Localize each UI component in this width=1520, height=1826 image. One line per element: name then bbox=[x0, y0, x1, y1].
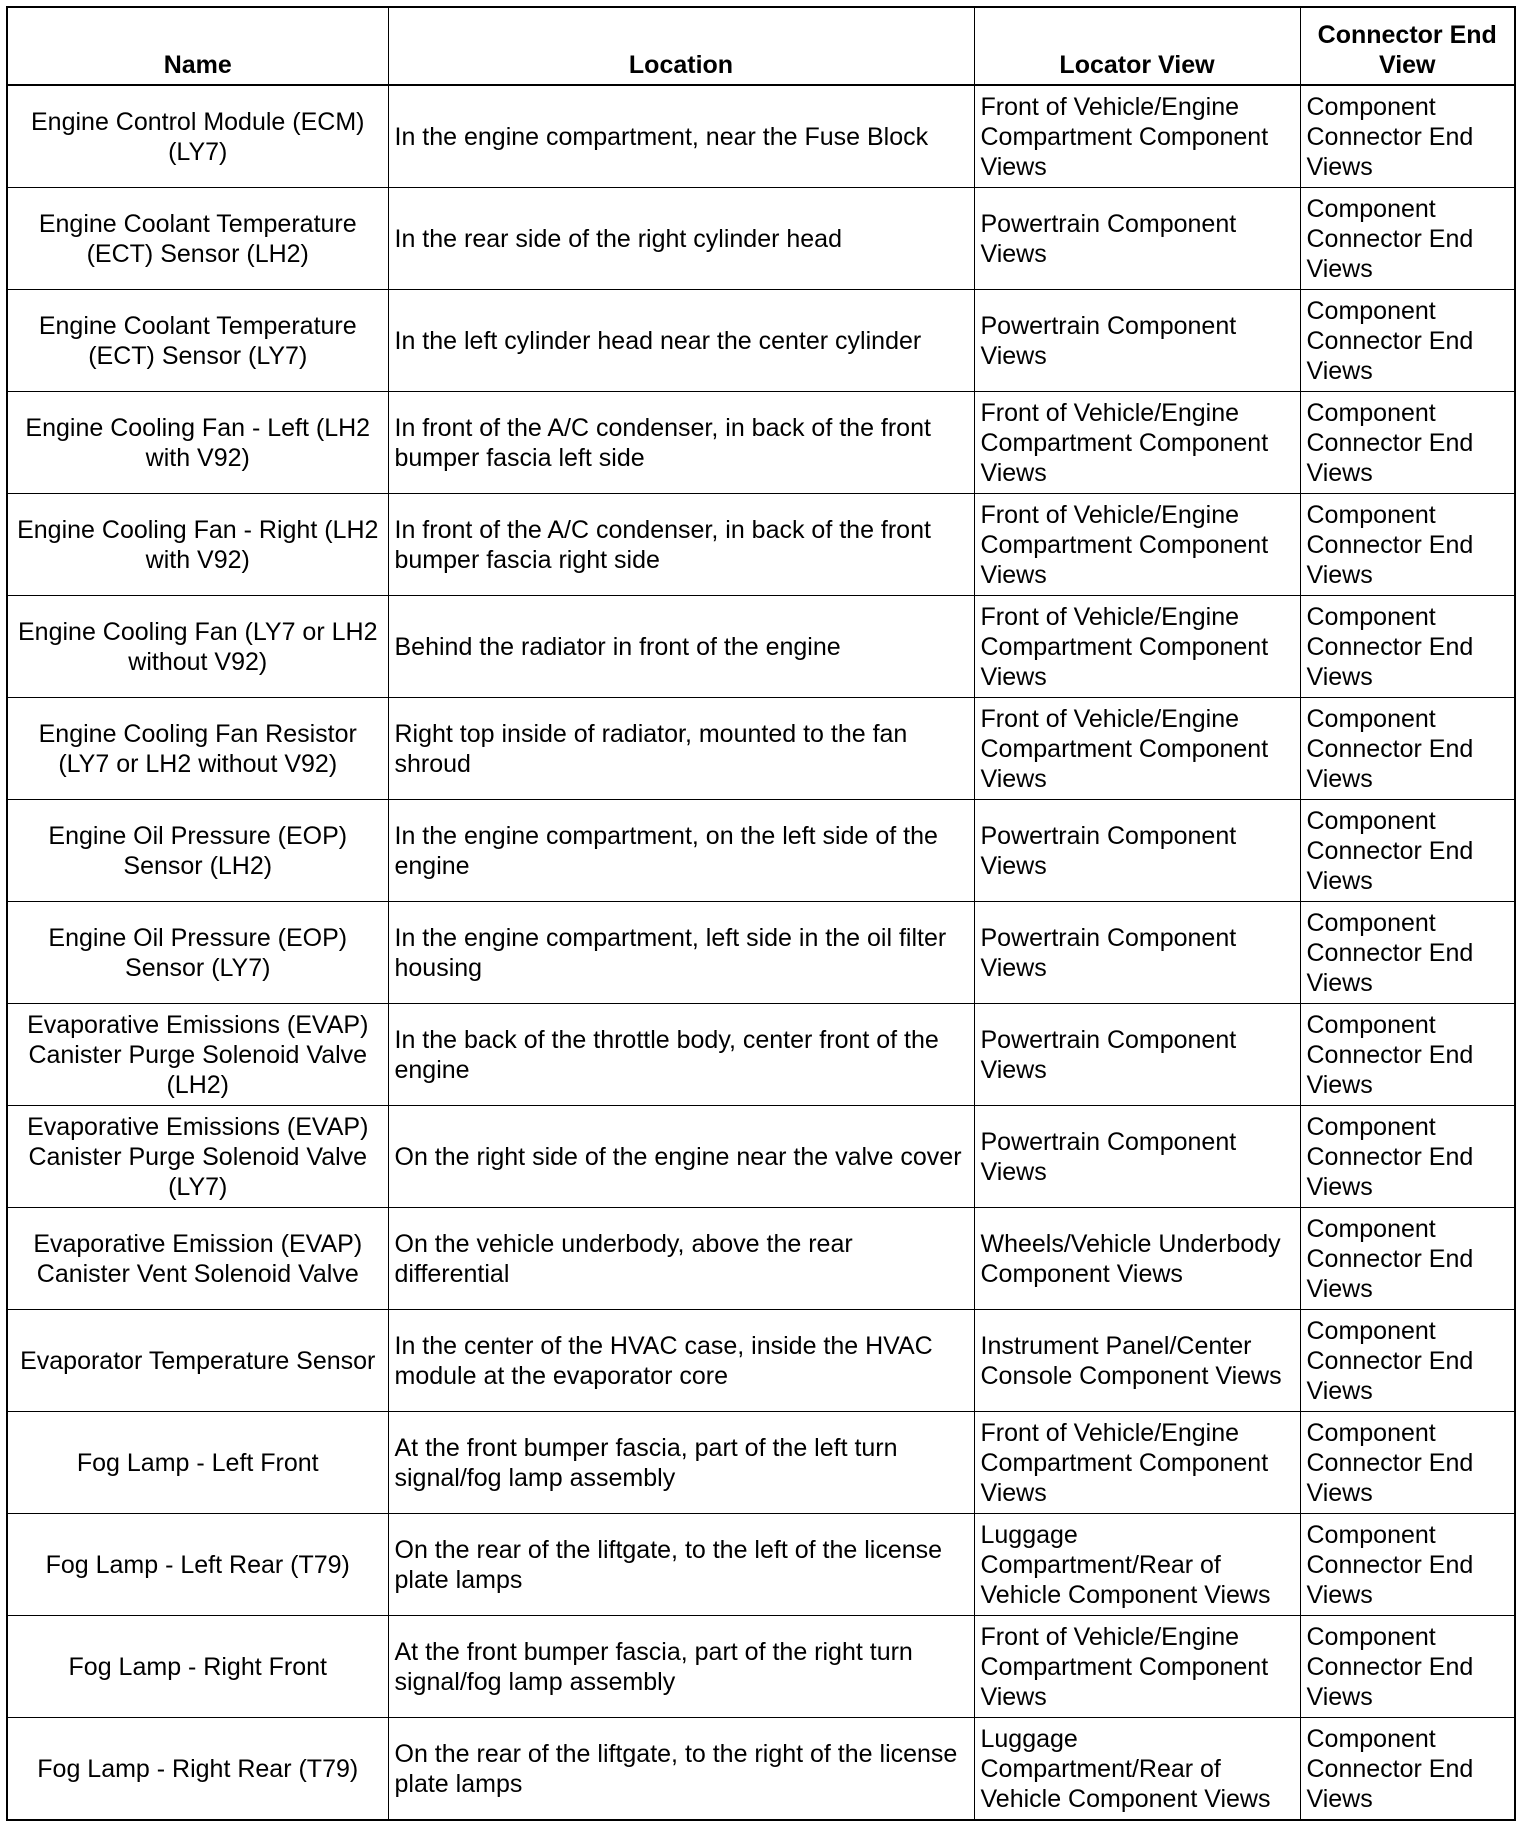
table-body bbox=[7, 85, 1515, 1820]
cell-connector-end-view: Component Connector End Views bbox=[1300, 1310, 1515, 1412]
cell-connector-end-view: Component Connector End Views bbox=[1300, 290, 1515, 392]
cell-location: In the engine compartment, near the Fuse Block bbox=[388, 85, 974, 188]
table-row bbox=[7, 1616, 1515, 1718]
cell-connector-end-view: Component Connector End Views bbox=[1300, 596, 1515, 698]
cell-location: At the front bumper fascia, part of the left turn signal/fog lamp assembly bbox=[388, 1412, 974, 1514]
cell-name: Fog Lamp - Left Rear (T79) bbox=[7, 1514, 388, 1616]
cell-connector-end-view: Component Connector End Views bbox=[1300, 1208, 1515, 1310]
cell-locator-view: Powertrain Component Views bbox=[974, 902, 1300, 1004]
table-row bbox=[7, 1106, 1515, 1208]
cell-name: Evaporative Emission (EVAP) Canister Vent Solenoid Valve bbox=[7, 1208, 388, 1310]
header-name: Name bbox=[7, 7, 388, 85]
cell-name: Engine Oil Pressure (EOP) Sensor (LH2) bbox=[7, 800, 388, 902]
table-header bbox=[7, 7, 1515, 85]
cell-location: Right top inside of radiator, mounted to the fan shroud bbox=[388, 698, 974, 800]
table-row bbox=[7, 1208, 1515, 1310]
cell-name: Engine Cooling Fan Resistor (LY7 or LH2 without V92) bbox=[7, 698, 388, 800]
cell-location: On the vehicle underbody, above the rear differential bbox=[388, 1208, 974, 1310]
cell-location: In front of the A/C condenser, in back of the front bumper fascia left side bbox=[388, 392, 974, 494]
cell-name: Engine Cooling Fan - Left (LH2 with V92) bbox=[7, 392, 388, 494]
cell-connector-end-view: Component Connector End Views bbox=[1300, 1514, 1515, 1616]
cell-locator-view: Front of Vehicle/Engine Compartment Component Views bbox=[974, 1616, 1300, 1718]
cell-location: In the left cylinder head near the center cylinder bbox=[388, 290, 974, 392]
cell-locator-view: Front of Vehicle/Engine Compartment Component Views bbox=[974, 698, 1300, 800]
cell-locator-view: Front of Vehicle/Engine Compartment Component Views bbox=[974, 494, 1300, 596]
cell-locator-view: Luggage Compartment/Rear of Vehicle Component Views bbox=[974, 1514, 1300, 1616]
cell-connector-end-view: Component Connector End Views bbox=[1300, 1718, 1515, 1821]
cell-connector-end-view: Component Connector End Views bbox=[1300, 902, 1515, 1004]
cell-locator-view: Front of Vehicle/Engine Compartment Component Views bbox=[974, 392, 1300, 494]
cell-connector-end-view: Component Connector End Views bbox=[1300, 1616, 1515, 1718]
table-row bbox=[7, 392, 1515, 494]
cell-connector-end-view: Component Connector End Views bbox=[1300, 800, 1515, 902]
table-row bbox=[7, 1004, 1515, 1106]
cell-location: On the rear of the liftgate, to the right of the license plate lamps bbox=[388, 1718, 974, 1821]
table-row bbox=[7, 494, 1515, 596]
header-row bbox=[7, 7, 1515, 85]
cell-location: In the engine compartment, left side in the oil filter housing bbox=[388, 902, 974, 1004]
cell-location: In the center of the HVAC case, inside the HVAC module at the evaporator core bbox=[388, 1310, 974, 1412]
table-row bbox=[7, 1718, 1515, 1821]
table-row bbox=[7, 85, 1515, 188]
cell-connector-end-view: Component Connector End Views bbox=[1300, 1412, 1515, 1514]
table-row bbox=[7, 1412, 1515, 1514]
table-row bbox=[7, 800, 1515, 902]
header-connector-end-view: Connector End View bbox=[1300, 7, 1515, 85]
cell-name: Evaporator Temperature Sensor bbox=[7, 1310, 388, 1412]
cell-location: In front of the A/C condenser, in back of the front bumper fascia right side bbox=[388, 494, 974, 596]
cell-connector-end-view: Component Connector End Views bbox=[1300, 85, 1515, 188]
table-row bbox=[7, 1310, 1515, 1412]
cell-name: Evaporative Emissions (EVAP) Canister Purge Solenoid Valve (LY7) bbox=[7, 1106, 388, 1208]
header-locator-view: Locator View bbox=[974, 7, 1300, 85]
table-row bbox=[7, 698, 1515, 800]
cell-name: Engine Cooling Fan - Right (LH2 with V92) bbox=[7, 494, 388, 596]
table-row bbox=[7, 1514, 1515, 1616]
cell-connector-end-view: Component Connector End Views bbox=[1300, 188, 1515, 290]
cell-location: In the rear side of the right cylinder head bbox=[388, 188, 974, 290]
cell-connector-end-view: Component Connector End Views bbox=[1300, 1106, 1515, 1208]
cell-name: Engine Control Module (ECM) (LY7) bbox=[7, 85, 388, 188]
cell-locator-view: Powertrain Component Views bbox=[974, 1106, 1300, 1208]
cell-connector-end-view: Component Connector End Views bbox=[1300, 494, 1515, 596]
cell-location: In the back of the throttle body, center front of the engine bbox=[388, 1004, 974, 1106]
cell-location: In the engine compartment, on the left side of the engine bbox=[388, 800, 974, 902]
cell-locator-view: Powertrain Component Views bbox=[974, 188, 1300, 290]
cell-locator-view: Wheels/Vehicle Underbody Component Views bbox=[974, 1208, 1300, 1310]
cell-locator-view: Front of Vehicle/Engine Compartment Component Views bbox=[974, 85, 1300, 188]
cell-locator-view: Instrument Panel/Center Console Component Views bbox=[974, 1310, 1300, 1412]
cell-locator-view: Front of Vehicle/Engine Compartment Component Views bbox=[974, 1412, 1300, 1514]
table-row bbox=[7, 902, 1515, 1004]
cell-location: At the front bumper fascia, part of the right turn signal/fog lamp assembly bbox=[388, 1616, 974, 1718]
cell-location: On the rear of the liftgate, to the left of the license plate lamps bbox=[388, 1514, 974, 1616]
cell-name: Engine Coolant Temperature (ECT) Sensor (LH2) bbox=[7, 188, 388, 290]
cell-name: Engine Cooling Fan (LY7 or LH2 without V92) bbox=[7, 596, 388, 698]
cell-locator-view: Powertrain Component Views bbox=[974, 1004, 1300, 1106]
cell-name: Evaporative Emissions (EVAP) Canister Purge Solenoid Valve (LH2) bbox=[7, 1004, 388, 1106]
cell-locator-view: Powertrain Component Views bbox=[974, 800, 1300, 902]
cell-location: Behind the radiator in front of the engine bbox=[388, 596, 974, 698]
cell-locator-view: Front of Vehicle/Engine Compartment Component Views bbox=[974, 596, 1300, 698]
cell-name: Fog Lamp - Right Front bbox=[7, 1616, 388, 1718]
table-row bbox=[7, 596, 1515, 698]
cell-locator-view: Powertrain Component Views bbox=[974, 290, 1300, 392]
cell-connector-end-view: Component Connector End Views bbox=[1300, 698, 1515, 800]
cell-name: Engine Coolant Temperature (ECT) Sensor (LY7) bbox=[7, 290, 388, 392]
cell-name: Fog Lamp - Left Front bbox=[7, 1412, 388, 1514]
cell-locator-view: Luggage Compartment/Rear of Vehicle Component Views bbox=[974, 1718, 1300, 1821]
component-locator-table bbox=[6, 6, 1516, 1821]
cell-name: Engine Oil Pressure (EOP) Sensor (LY7) bbox=[7, 902, 388, 1004]
cell-connector-end-view: Component Connector End Views bbox=[1300, 1004, 1515, 1106]
cell-location: On the right side of the engine near the valve cover bbox=[388, 1106, 974, 1208]
cell-connector-end-view: Component Connector End Views bbox=[1300, 392, 1515, 494]
table-row bbox=[7, 188, 1515, 290]
header-location: Location bbox=[388, 7, 974, 85]
cell-name: Fog Lamp - Right Rear (T79) bbox=[7, 1718, 388, 1821]
table-row bbox=[7, 290, 1515, 392]
